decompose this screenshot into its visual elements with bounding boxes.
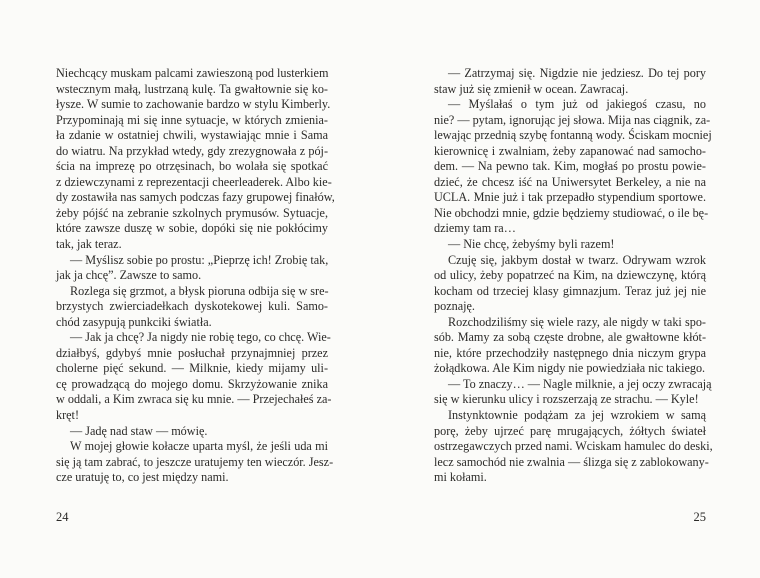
text-line: kocham od trzeciej klasy gimnazjum. Teraz już jej nie bbox=[434, 283, 706, 298]
text-line: żeby pójść na zebranie szkolnych prymusów. Sytuacje, bbox=[56, 205, 328, 220]
text-line: od ulicy, żeby popatrzeć na Kim, na dziewczynę, którą bbox=[434, 268, 706, 283]
text-line: Instynktownie podążam za jej wzrokiem w samą bbox=[448, 408, 706, 423]
text-block bbox=[434, 66, 713, 486]
text-line: W mojej głowie kołacze uparta myśl, że jeśli uda mi bbox=[70, 439, 328, 454]
text-line: się ją tam zabrać, to jeszcze uratujemy ten wieczór. Jesz- bbox=[56, 454, 334, 469]
text-line: — Nie chcę, żebyśmy byli razem! bbox=[448, 237, 615, 252]
text-line: cę prowadzącą do mojego domu. Skrzyżowanie znika bbox=[56, 376, 328, 391]
text-line: Przypominają mi się inne sytuacje, w których zmienia- bbox=[56, 112, 328, 127]
text-line: się w kierunku ulicy i rozszerzają ze strachu. — Kyle! bbox=[434, 392, 699, 407]
text-line: Rozchodziliśmy się wiele razy, ale nigdy w taki spo- bbox=[448, 314, 706, 329]
page-right bbox=[434, 0, 713, 578]
text-line: UCLA. Mnie już i tak przepadło stypendium sportowe. bbox=[434, 190, 706, 205]
text-line: Czuję się, jakbym dostał w twarz. Odrywam wzrok bbox=[448, 252, 706, 267]
text-block bbox=[56, 66, 335, 486]
text-line: Rozlega się grzmot, a błysk pioruna odbija się w sre- bbox=[70, 283, 329, 298]
text-line: lewając przednią szybę fontanną wody. Ściskam mocniej bbox=[434, 128, 712, 143]
text-line: ścia na imprezę po otrzęsinach, bo wolała się spotkać bbox=[56, 159, 328, 174]
text-line: które zawsze duszę w sobie, dopóki się nie pokłócimy bbox=[56, 221, 328, 236]
text-line: — Myślisz sobie po prostu: „Pieprzę ich! Zrobię tak, bbox=[70, 252, 329, 267]
text-line: ostrzegawczych przed nami. Wciskam hamulec do deski, bbox=[434, 439, 713, 454]
text-line: porę, żeby ujrzeć parę mrugających, żółtych świateł bbox=[434, 423, 706, 438]
text-line: — Jak ja chcę? Ja nigdy nie robię tego, co chcę. Wie- bbox=[70, 330, 331, 345]
text-line: sób. Mamy za sobą częste drobne, ale gwałtowne kłót- bbox=[434, 330, 706, 345]
text-line: — To znaczy… — Nagle milknie, a jej oczy zwracają bbox=[448, 376, 712, 391]
text-line: w oddali, a Kim zwraca się ku mnie. — Przejechałeś za- bbox=[56, 392, 332, 407]
text-line: cholerne pięć sekund. — Milknie, kiedy mijamy uli- bbox=[56, 361, 328, 376]
text-line: Nie obchodzi mnie, gdzie będziemy studiować, o ile bę- bbox=[434, 205, 709, 220]
text-line: dziemy tam ra… bbox=[434, 221, 516, 236]
text-line: cze uratuję to, co jest między nami. bbox=[56, 470, 229, 485]
text-line: staw już się zmienił w ocean. Zawracaj. bbox=[434, 81, 629, 96]
text-line: Niechcący muskam palcami zawieszoną pod lusterkiem bbox=[56, 66, 329, 80]
text-line: ła zdanie w ostatniej chwili, wystawiając mnie i Sama bbox=[56, 128, 328, 143]
text-line: chód zasypują punkciki światła. bbox=[56, 314, 212, 329]
text-line: działbyś, gdybyś mnie posłuchał przynajmniej przez bbox=[56, 345, 328, 360]
text-line: łysze. W sumie to zachowanie bardzo w stylu Kimberly. bbox=[56, 97, 331, 112]
text-line: — Zatrzymaj się. Nigdzie nie jedziesz. Do tej pory bbox=[448, 66, 706, 80]
text-line: tak, jak teraz. bbox=[56, 237, 122, 252]
text-line: do wiatru. Na przykład wtedy, gdy zrezygnowała z pój- bbox=[56, 143, 328, 158]
text-line: dem. — Na pewno tak. Kim, mogłaś po prostu powie- bbox=[434, 159, 706, 174]
text-line: poznaję. bbox=[434, 299, 475, 314]
text-line: kręt! bbox=[56, 408, 80, 423]
text-line: kierownicę i zwalniam, żeby zapanować nad samocho- bbox=[434, 143, 706, 158]
text-line: nie? — pytam, ignorując jej słowa. Mija nas ciągnik, za- bbox=[434, 112, 711, 127]
page-number: 24 bbox=[56, 510, 69, 524]
page-left bbox=[56, 0, 335, 578]
text-line: — Myślałaś o tym już od jakiegoś czasu, no bbox=[448, 97, 706, 112]
text-line: nie, które przechodziły następnego dnia niczym grypa bbox=[434, 345, 706, 360]
text-line: lecz samochód nie zwalnia — ślizga się z zablokowany- bbox=[434, 454, 709, 469]
page-number: 25 bbox=[693, 510, 706, 524]
text-line: wstecznym małą, lustrzaną kulę. Ta gwałtownie się ko- bbox=[56, 81, 328, 96]
text-line: z dziewczynami z reprezentacji cheerleaderek. Albo kie- bbox=[56, 174, 332, 189]
text-line: dzieć, że chcesz iść na Uniwersytet Berkeley, a nie na bbox=[434, 174, 706, 189]
text-line: dy zostawiła nas samych podczas fazy grupowej finałów, bbox=[56, 190, 335, 205]
text-line: brzystych zwierciadełkach dyskotekowej kuli. Samo- bbox=[56, 299, 328, 314]
text-line: jak ja chcę”. Zawsze to samo. bbox=[56, 268, 202, 283]
text-line: żołądkowa. Ale Kim nigdy nie powiedziała nic takiego. bbox=[434, 361, 706, 376]
text-line: — Jadę nad staw — mówię. bbox=[70, 423, 208, 438]
text-line: mi kołami. bbox=[434, 470, 487, 485]
